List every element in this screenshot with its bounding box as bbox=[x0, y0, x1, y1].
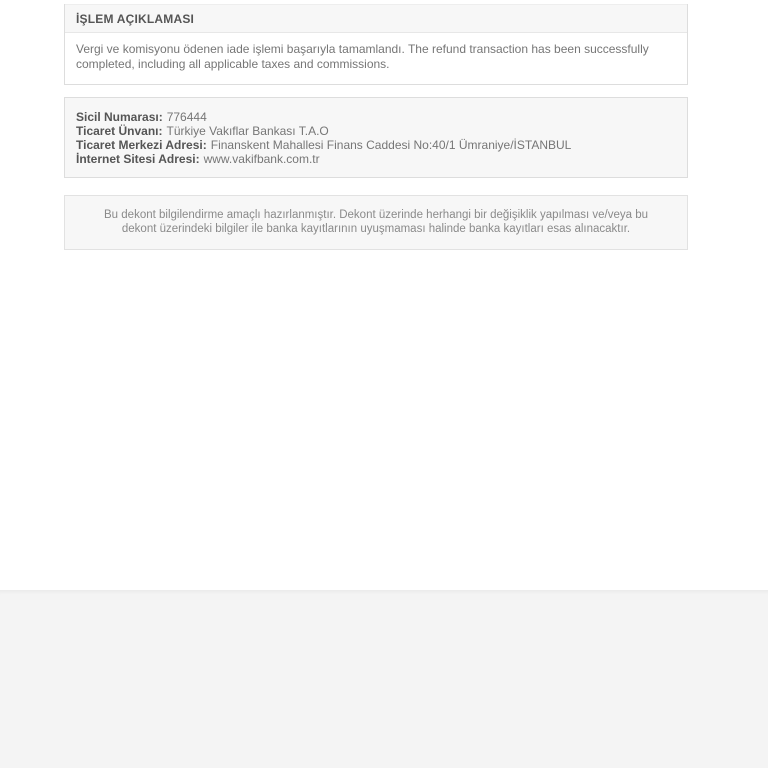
transaction-description-panel bbox=[64, 4, 688, 85]
ticaret-unvani-value: Türkiye Vakıflar Bankası T.A.O bbox=[166, 124, 329, 138]
disclaimer-panel bbox=[64, 195, 688, 250]
page-footer-band bbox=[0, 590, 768, 768]
ticaret-unvani-label: Ticaret Ünvanı: bbox=[76, 124, 163, 138]
internet-sitesi-adresi-label: İnternet Sitesi Adresi: bbox=[76, 152, 200, 166]
ticaret-merkezi-adresi-value: Finanskent Mahallesi Finans Caddesi No:40/1 Ümraniye/İSTANBUL bbox=[210, 138, 572, 152]
receipt-content bbox=[64, 0, 688, 250]
transaction-description-text: Vergi ve komisyonu ödenen iade işlemi başarıyla tamamlandı. The refund transaction has been successfully completed, including all applicable taxes and commissions. bbox=[76, 42, 649, 71]
disclaimer-text: Bu dekont bilgilendirme amaçlı hazırlanmıştır. Dekont üzerinde herhangi bir değişiklik yapılması ve/veya bu dekont üzerindeki bilgiler ile banka kayıtlarının uyuşmaması halinde banka kayıtları esas alınacaktır. bbox=[104, 209, 648, 235]
bank-info-row-ticaret-merkezi-adresi bbox=[76, 138, 676, 152]
bank-info-row-internet-sitesi-adresi bbox=[76, 152, 676, 166]
bank-info-row-ticaret-unvani bbox=[76, 124, 676, 138]
website-url-value: www.vakifbank.com.tr bbox=[203, 152, 320, 166]
bank-info-row-sicil-numarasi bbox=[76, 110, 676, 124]
bank-info-panel bbox=[64, 97, 688, 178]
transaction-description-title: İŞLEM AÇIKLAMASI bbox=[65, 4, 687, 33]
sicil-numarasi-label: Sicil Numarası: bbox=[76, 110, 163, 124]
ticaret-merkezi-adresi-label: Ticaret Merkezi Adresi: bbox=[76, 138, 207, 152]
sicil-numarasi-value: 776444 bbox=[166, 110, 207, 124]
